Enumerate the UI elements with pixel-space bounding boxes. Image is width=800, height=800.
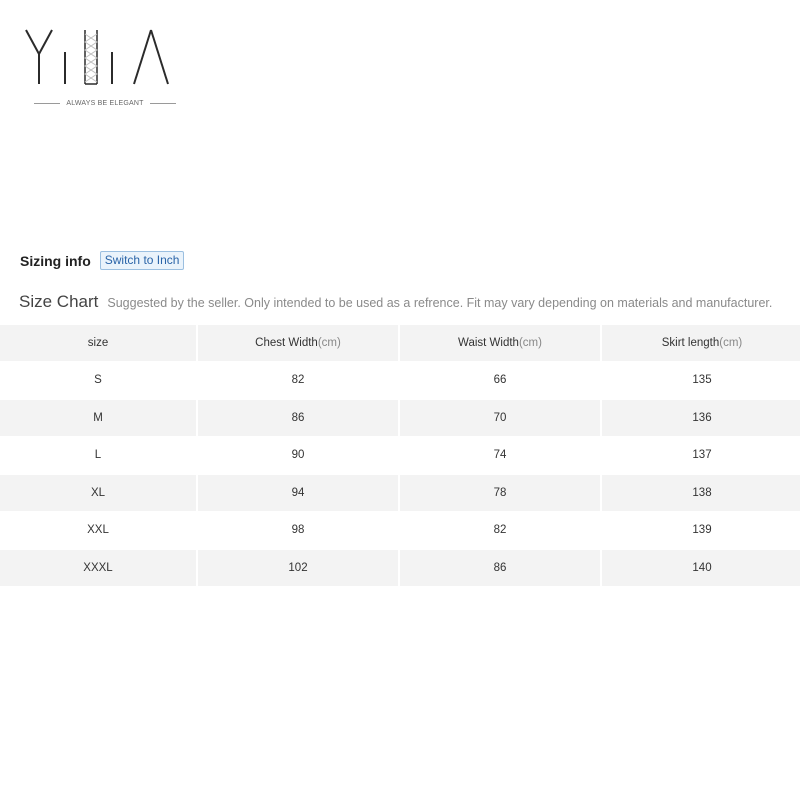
column-header-chest-width — [198, 325, 398, 361]
table-row — [0, 513, 800, 549]
tagline-rule-left — [34, 103, 60, 104]
table-cell-size: M — [0, 400, 196, 436]
size-chart-note: Suggested by the seller. Only intended to be used as a refrence. Fit may vary depending on materials and manufacturer. — [107, 296, 773, 310]
table-cell-chest: 82 — [198, 363, 398, 399]
table-cell-size: XL — [0, 475, 196, 511]
table-cell-chest: 98 — [198, 513, 398, 549]
table-row — [0, 475, 800, 511]
table-cell-waist: 66 — [400, 363, 600, 399]
table-cell-waist: 70 — [400, 400, 600, 436]
column-header-label: size — [87, 336, 109, 349]
table-cell-size: S — [0, 363, 196, 399]
table-row — [0, 550, 800, 586]
table-cell-skirt: 135 — [602, 363, 800, 399]
size-chart-title: Size Chart — [19, 292, 99, 311]
column-header-size — [0, 325, 196, 361]
table-cell-skirt: 139 — [602, 513, 800, 549]
column-header-unit: (cm) — [518, 336, 542, 349]
table-cell-skirt: 138 — [602, 475, 800, 511]
table-cell-waist: 86 — [400, 550, 600, 586]
column-header-skirt-length — [602, 325, 800, 361]
column-header-unit: (cm) — [719, 336, 743, 349]
column-header-label: Skirt length — [661, 336, 720, 349]
brand-logo-mark — [22, 22, 182, 92]
size-chart-header — [19, 292, 772, 312]
brand-tagline: ALWAYS BE ELEGANT — [66, 100, 144, 107]
table-cell-waist: 74 — [400, 438, 600, 474]
table-cell-skirt: 137 — [602, 438, 800, 474]
table-cell-chest: 102 — [198, 550, 398, 586]
table-cell-size: XXL — [0, 513, 196, 549]
brand-tagline-row — [34, 100, 176, 107]
size-chart-header-row — [0, 325, 800, 361]
column-header-unit: (cm) — [317, 336, 341, 349]
sizing-info-header — [20, 251, 184, 270]
table-cell-chest: 86 — [198, 400, 398, 436]
table-row — [0, 363, 800, 399]
table-cell-skirt: 136 — [602, 400, 800, 436]
column-header-label: Waist Width — [458, 336, 519, 349]
table-cell-size: XXXL — [0, 550, 196, 586]
table-cell-skirt: 140 — [602, 550, 800, 586]
table-cell-chest: 94 — [198, 475, 398, 511]
size-chart-table — [0, 323, 800, 588]
column-header-waist-width — [400, 325, 600, 361]
tagline-rule-right — [150, 103, 176, 104]
column-header-label: Chest Width — [255, 336, 318, 349]
table-cell-waist: 78 — [400, 475, 600, 511]
table-row — [0, 438, 800, 474]
table-cell-chest: 90 — [198, 438, 398, 474]
table-row — [0, 400, 800, 436]
table-cell-waist: 82 — [400, 513, 600, 549]
table-cell-size: L — [0, 438, 196, 474]
sizing-info-title: Sizing info — [20, 252, 91, 269]
switch-to-inch-button[interactable]: Switch to Inch — [100, 251, 185, 270]
